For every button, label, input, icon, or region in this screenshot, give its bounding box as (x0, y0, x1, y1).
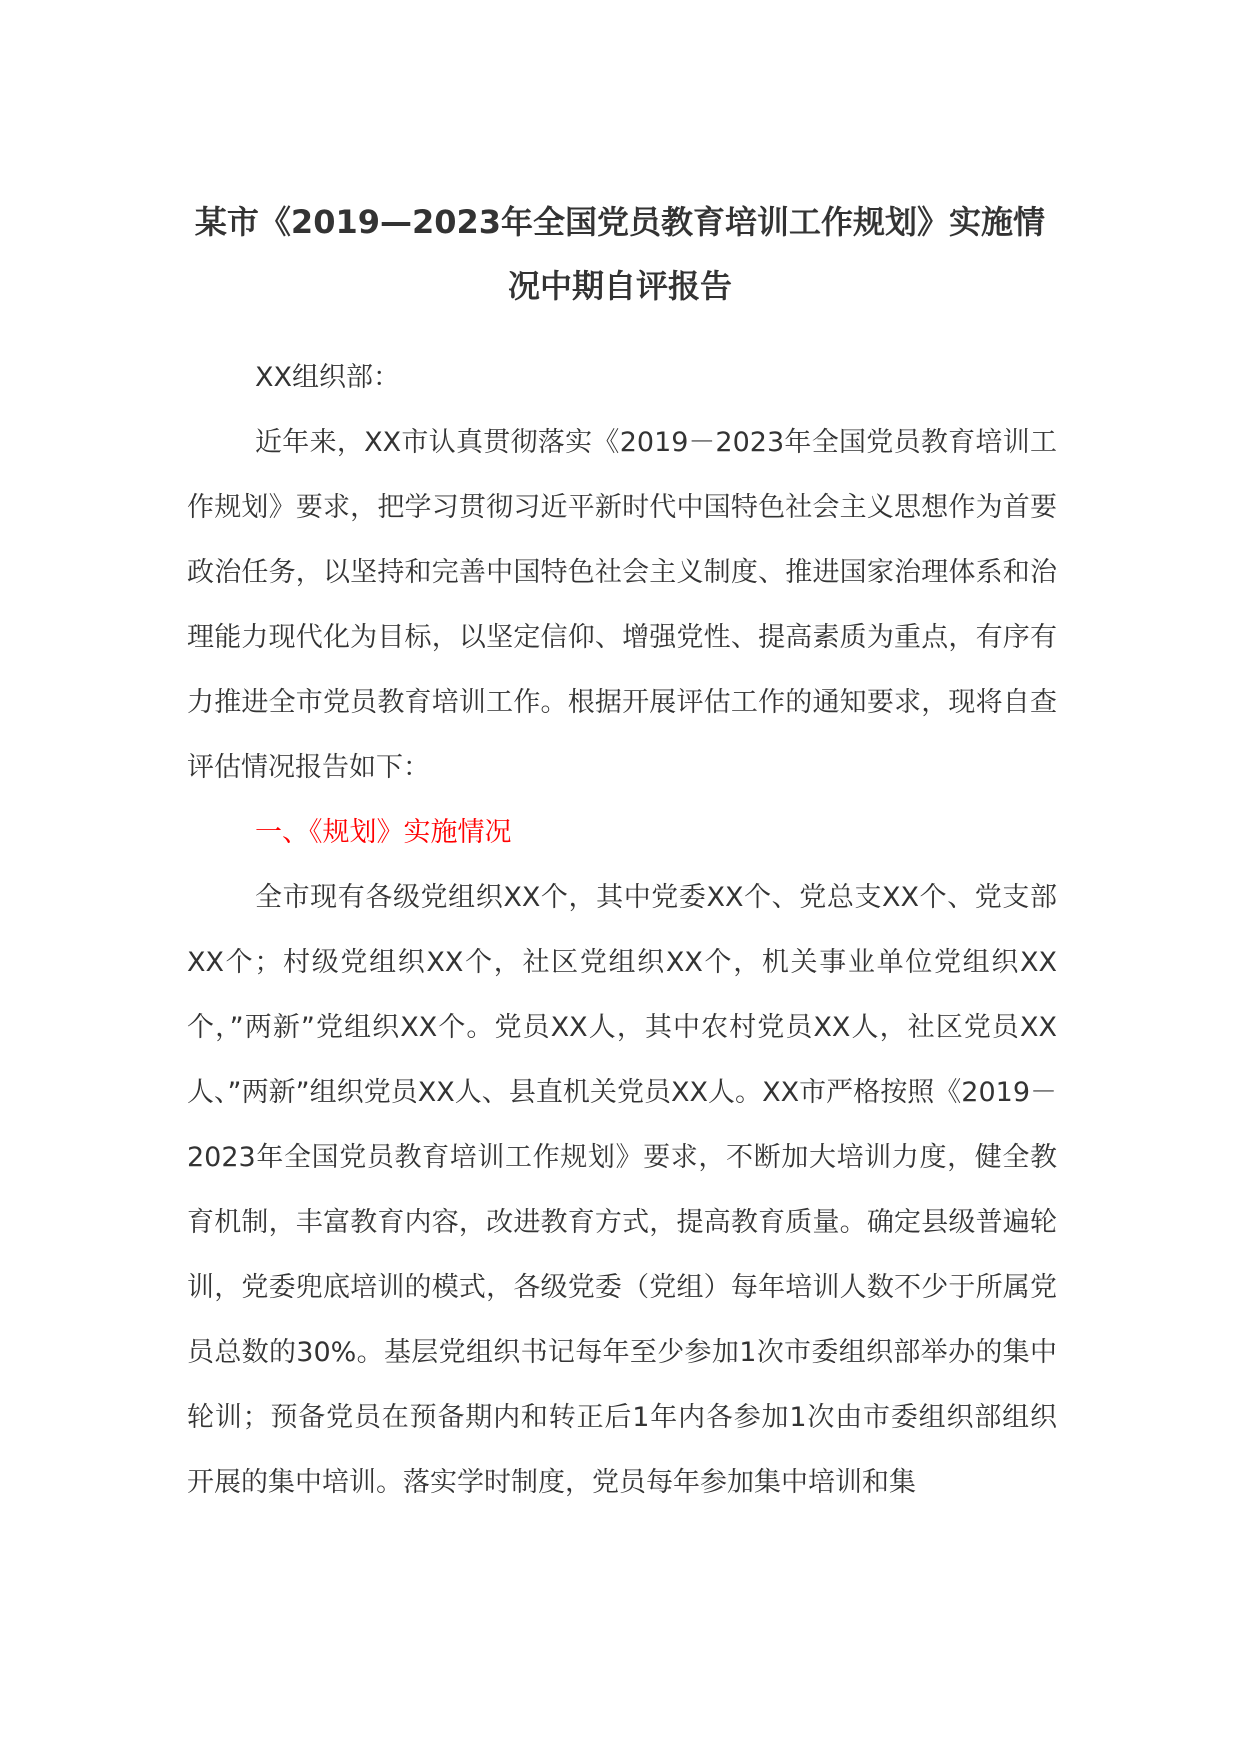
body-paragraph: 全市现有各级党组织XX个，其中党委XX个、党总支XX个、党支部XX个；村级党组织XX个，社区党组织XX个，机关事业单位党组织XX个，”两新”党组织XX个。党员XX人，其中农村党员XX人，社区党员XX人、”两新”组织党员XX人、县直机关党员XX人。XX市严格按照《2019－2023年全国党员教育培训工作规划》要求，不断加大培训力度，健全教育机制，丰富教育内容，改进教育方式，提高教育质量。确定县级普遍轮训，党委兜底培训的模式，各级党委（党组）每年培训人数不少于所属党员总数的30%。基层党组织书记每年至少参加1次市委组织部举办的集中轮训；预备党员在预备期内和转正后1年内各参加1次由市委组织部组织开展的集中培训。落实学时制度，党员每年参加集中培训和集 (187, 882, 1057, 1498)
intro-paragraph: 近年来，XX市认真贯彻落实《2019－2023年全国党员教育培训工作规划》要求，把学习贯彻习近平新时代中国特色社会主义思想作为首要政治任务，以坚持和完善中国特色社会主义制度、推进国家治理体系和治理能力现代化为目标，以坚定信仰、增强党性、提高素质为重点，有序有力推进全市党员教育培训工作。根据开展评估工作的通知要求，现将自查评估情况报告如下： (187, 427, 1057, 783)
document-body (187, 345, 1057, 1515)
section-heading: 一、《规划》实施情况 (255, 817, 512, 848)
document-title: 某市《2019—2023年全国党员教育培训工作规划》实施情况中期自评报告 (194, 203, 1046, 305)
salutation: XX组织部： (255, 362, 400, 393)
